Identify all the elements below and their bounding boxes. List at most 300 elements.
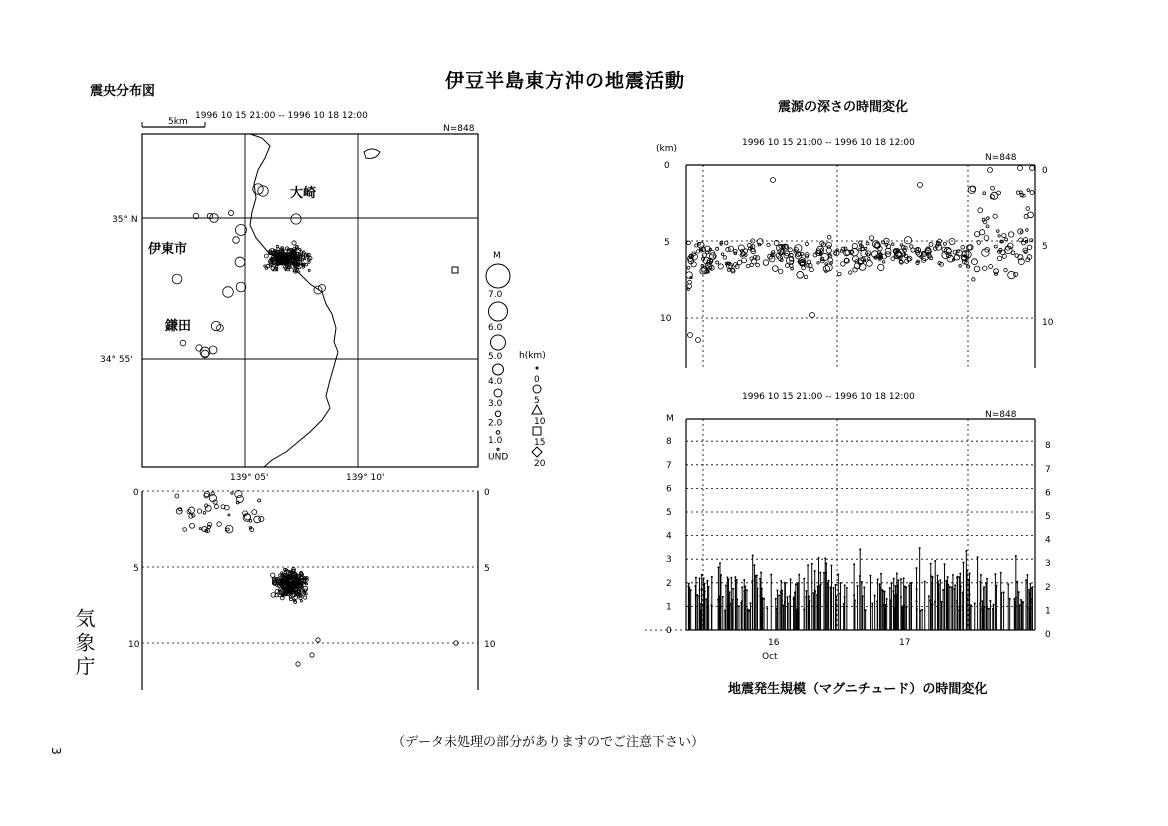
depth-point <box>1026 229 1029 232</box>
depth-point <box>701 264 704 267</box>
epicenter-point <box>228 210 233 215</box>
magnitude-stem-tip <box>1018 591 1020 593</box>
depth-point <box>994 245 997 248</box>
magnitude-stem-tip <box>1021 601 1023 603</box>
depth-point <box>949 238 955 244</box>
magnitude-stem-tip <box>893 578 895 580</box>
depth-point <box>696 338 701 343</box>
depth-point <box>695 244 698 247</box>
depth-point <box>1018 166 1023 171</box>
magnitude-stem-tip <box>894 585 896 587</box>
cross-section-point <box>231 492 233 494</box>
depth-point <box>997 256 1002 261</box>
magnitude-stem-tip <box>905 586 907 588</box>
magnitude-stem-tip <box>877 578 879 580</box>
magnitude-stem-tip <box>947 576 949 578</box>
depth-point <box>718 264 723 269</box>
depth-legend-title: h(km) <box>519 351 546 361</box>
magnitude-stem-tip <box>704 590 706 592</box>
cs-tick-left-10: 10 <box>128 640 140 650</box>
lat-label-35n: 35° N <box>112 215 138 225</box>
magnitude-stem-tip <box>1015 555 1017 557</box>
mag-tick-right: 1 <box>1045 606 1051 617</box>
epicenter-point <box>314 286 322 294</box>
depth-legend-triangle <box>532 405 542 414</box>
epicenter-point <box>172 274 182 284</box>
depth-legend-dot <box>536 367 539 370</box>
depth-point <box>978 208 983 213</box>
depth-point <box>834 252 837 255</box>
depth-point <box>767 243 770 246</box>
magnitude-stem-tip <box>797 584 799 586</box>
epicenter-point <box>300 251 302 253</box>
magnitude-stem-tip <box>803 578 805 580</box>
magnitude-stem-tip <box>775 598 777 600</box>
mag-tick-right: 6 <box>1045 488 1051 499</box>
mag-tick-left: 0 <box>666 626 672 636</box>
magnitude-stem-tip <box>902 605 904 607</box>
magnitude-stem-tip <box>954 588 956 590</box>
magnitude-legend-label: UND <box>488 452 509 463</box>
cross-section-point <box>228 514 230 516</box>
depth-point <box>972 259 978 265</box>
cross-section-point <box>214 505 218 509</box>
magnitude-stem-tip <box>752 554 754 556</box>
magnitude-stem-tip <box>730 577 732 579</box>
magnitude-stem-tip <box>993 604 995 606</box>
depth-point <box>1008 232 1013 237</box>
magnitude-stem-tip <box>986 578 988 580</box>
depth-tick-right-5: 5 <box>1042 242 1048 252</box>
magnitude-stem-tip <box>983 586 985 588</box>
depth-point <box>825 263 827 265</box>
magnitude-stem-tip <box>983 588 985 590</box>
depth-point <box>747 243 751 247</box>
magnitude-stem-tip <box>896 572 898 574</box>
magnitude-stem-tip <box>934 601 936 603</box>
mag-tick-right: 5 <box>1045 512 1051 522</box>
magnitude-stem-tip <box>760 571 762 573</box>
magnitude-stem-tip <box>981 608 983 610</box>
magnitude-legend-circle <box>491 335 506 350</box>
mag-x-label-17: 17 <box>899 638 911 648</box>
depth-point <box>729 265 732 268</box>
coastline <box>250 134 338 467</box>
cross-section-point <box>176 508 182 514</box>
magnitude-stem-tip <box>708 586 710 588</box>
magnitude-stem-tip <box>741 600 743 602</box>
depth-point <box>687 241 691 245</box>
magnitude-stem-tip <box>900 578 902 580</box>
depth-point <box>866 260 872 266</box>
magnitude-stem-tip <box>778 594 780 596</box>
cross-section-point <box>235 490 242 497</box>
cross-section-point <box>188 507 194 513</box>
magnitude-stem-tip <box>994 573 996 575</box>
magnitude-stem-tip <box>1013 598 1015 600</box>
page-number: 3 <box>48 747 63 755</box>
magnitude-legend-circle <box>486 264 510 288</box>
magnitude-legend-title: M <box>493 251 501 261</box>
depth-point <box>810 313 815 318</box>
depth-point <box>982 249 990 257</box>
depth-legend-label: 10 <box>534 417 546 427</box>
depth-point <box>696 250 699 253</box>
depth-point <box>723 256 727 260</box>
cross-section-point <box>183 528 187 532</box>
depth-point <box>687 266 690 269</box>
magnitude-stem-tip <box>753 564 755 566</box>
epicenter-point <box>276 245 278 247</box>
magnitude-legend-circle <box>493 364 504 375</box>
magnitude-stem-tip <box>725 584 727 586</box>
depth-point <box>797 271 804 278</box>
depth-point <box>984 236 989 241</box>
depth-point <box>827 235 831 239</box>
depth-point <box>724 241 728 245</box>
depth-time-chart <box>656 138 1054 368</box>
footnote: （データ未処理の部分がありますのでご注意下さい） <box>392 735 705 750</box>
epicenter-point <box>196 345 202 351</box>
magnitude-stem-tip <box>988 608 990 610</box>
magnitude-stem-tip <box>958 606 960 608</box>
magnitude-stem-tip <box>814 591 816 593</box>
magnitude-stem-tip <box>884 591 886 593</box>
magnitude-stem-tip <box>947 607 949 609</box>
magnitude-stem-tip <box>735 580 737 582</box>
map-period: 1996 10 15 21:00 -- 1996 10 18 12:00 <box>195 111 368 121</box>
depth-point <box>916 248 919 251</box>
magnitude-legend-label: 3.0 <box>488 399 503 409</box>
magnitude-stem-tip <box>909 582 911 584</box>
depth-point <box>869 236 873 240</box>
depth-point <box>861 250 868 257</box>
depth-point <box>808 264 812 268</box>
magnitude-stem-tip <box>729 591 731 593</box>
depth-point <box>929 242 933 246</box>
depth-point <box>1027 245 1032 250</box>
magnitude-stem-tip <box>859 575 861 577</box>
depth-point <box>751 259 756 264</box>
depth-point <box>791 267 794 270</box>
magnitude-stem-tip <box>916 608 918 610</box>
place-label-osaki: 大崎 <box>290 186 317 201</box>
depth-point <box>882 261 884 263</box>
depth-count: N=848 <box>985 153 1017 163</box>
magnitude-stem-tip <box>1025 579 1027 581</box>
cross-section-point <box>190 523 195 528</box>
depth-point <box>763 260 769 266</box>
magnitude-stem-tip <box>814 570 816 572</box>
magnitude-stem-tip <box>966 569 968 571</box>
depth-point <box>802 266 806 270</box>
depth-point <box>841 262 845 266</box>
depth-point <box>1027 189 1030 192</box>
depth-point <box>959 265 962 268</box>
mag-tick-left: 1 <box>666 602 672 613</box>
magnitude-stem-tip <box>889 587 891 589</box>
map-frame <box>142 134 478 467</box>
cs-tick-right-0: 0 <box>484 488 490 498</box>
cross-section-point <box>203 511 206 514</box>
epicenter-point <box>308 269 310 271</box>
epicenter-point-outlier <box>452 267 458 273</box>
depth-point <box>891 243 894 246</box>
magnitude-stem-tip <box>869 575 871 577</box>
magnitude-stem-tip <box>986 607 988 609</box>
magnitude-stem-tip <box>730 602 732 604</box>
cs-tick-left-0: 0 <box>133 488 139 498</box>
magnitude-stem-tip <box>726 576 728 578</box>
depth-tick-left-5: 5 <box>664 238 670 248</box>
depth-point <box>943 242 946 245</box>
magnitude-stem-tip <box>820 584 822 586</box>
magnitude-stem-tip <box>951 586 953 588</box>
magnitude-stem-tip <box>703 577 705 579</box>
magnitude-stem-tip <box>871 602 873 604</box>
magnitude-stem-tip <box>704 583 706 585</box>
depth-point <box>772 266 778 272</box>
cross-section-point <box>252 510 257 515</box>
depth-time-heading: 震源の深さの時間変化 <box>778 100 909 115</box>
magnitude-stem-tip <box>843 596 845 598</box>
depth-point <box>756 256 760 260</box>
lon-label-139-10: 139° 10' <box>346 473 385 483</box>
depth-tick-left-0: 0 <box>664 161 670 171</box>
depth-tick-right-10: 10 <box>1042 318 1054 328</box>
depth-point <box>878 264 884 270</box>
magnitude-legend-circle <box>496 431 500 435</box>
magnitude-stem-tip <box>941 601 943 603</box>
magnitude-stem-tip <box>741 586 743 588</box>
depth-legend-diamond <box>532 447 542 457</box>
magnitude-stem-tip <box>748 610 750 612</box>
depth-point <box>688 333 693 338</box>
epicenter-point <box>291 214 301 224</box>
depth-point <box>986 225 989 228</box>
cross-section-point <box>310 653 314 657</box>
magnitude-stem-tip <box>890 582 892 584</box>
magnitude-stem-tip <box>959 573 961 575</box>
magnitude-stem-tip <box>992 608 994 610</box>
magnitude-stem-tip <box>794 591 796 593</box>
magnitude-stem-tip <box>787 596 789 598</box>
depth-point <box>983 192 986 195</box>
depth-ylabel: (km) <box>656 144 678 154</box>
depth-point <box>721 253 724 256</box>
magnitude-stem-tip <box>966 597 968 599</box>
magnitude-stem-tip <box>952 574 954 576</box>
depth-point <box>988 168 993 173</box>
magnitude-stem-tip <box>719 562 721 564</box>
epicenter-point <box>269 265 271 267</box>
mag-tick-right: 0 <box>1045 630 1051 640</box>
cross-section-point <box>275 590 279 594</box>
depth-point <box>975 231 980 236</box>
magnitude-stem-tip <box>956 602 958 604</box>
depth-point <box>968 186 975 193</box>
magnitude-stem-tip <box>706 580 708 582</box>
depth-point <box>996 230 999 233</box>
magnitude-stem-tip <box>916 567 918 569</box>
mag-tick-right: 4 <box>1045 535 1051 546</box>
magnitude-time-chart <box>645 392 1051 662</box>
cs-tick-right-5: 5 <box>484 564 490 574</box>
depth-point <box>805 242 808 245</box>
depth-point <box>826 248 831 253</box>
depth-point <box>866 242 869 245</box>
epicenter-points <box>172 184 458 358</box>
mag-count: N=848 <box>985 410 1017 420</box>
scale-label: 5km <box>168 117 188 127</box>
magnitude-stem-tip <box>974 603 976 605</box>
magnitude-stem-tip <box>954 584 956 586</box>
magnitude-stem-tip <box>807 564 809 566</box>
depth-point <box>771 178 776 183</box>
epicenter-map <box>100 111 478 483</box>
magnitude-stem-tip <box>937 575 939 577</box>
magnitude-stem-tip <box>1015 597 1017 599</box>
depth-point <box>852 256 858 262</box>
depth-point <box>716 247 719 250</box>
depth-point <box>849 271 852 274</box>
magnitude-stem-tip <box>989 600 991 602</box>
depth-point <box>1000 250 1005 255</box>
cross-section-point <box>189 514 193 518</box>
magnitude-stem-tip <box>857 585 859 587</box>
cross-section-point <box>259 517 264 522</box>
magnitude-legend-circle <box>497 448 499 450</box>
epicenter-point <box>233 237 240 244</box>
magnitude-stem-tip <box>979 581 981 583</box>
magnitude-stem-tip <box>688 583 690 585</box>
magnitude-time-caption: 地震発生規模（マグニチュード）の時間変化 <box>728 682 988 697</box>
magnitude-stem-tip <box>1026 574 1028 576</box>
magnitude-stem-tip <box>859 548 861 550</box>
epicenter-point <box>291 250 293 252</box>
mag-ylabel: M <box>666 414 674 424</box>
magnitude-stem-tip <box>977 556 979 558</box>
magnitude-stem-tip <box>947 584 949 586</box>
mag-tick-left: 6 <box>666 484 672 495</box>
agency-stamp: 気象庁 <box>72 608 96 680</box>
magnitude-stem-tip <box>766 607 768 609</box>
magnitude-stem-tip <box>944 563 946 565</box>
depth-point <box>825 270 827 272</box>
magnitude-stem-tip <box>966 578 968 580</box>
magnitude-stem-tip <box>876 600 878 602</box>
cs-tick-left-5: 5 <box>133 564 139 574</box>
mag-period: 1996 10 15 21:00 -- 1996 10 18 12:00 <box>742 392 915 402</box>
magnitude-stem-tip <box>863 586 865 588</box>
magnitude-stem-tip <box>702 604 704 606</box>
magnitude-stem-tip <box>825 562 827 564</box>
depth-point <box>1005 238 1008 241</box>
cross-section-point <box>217 522 222 527</box>
depth-point <box>1028 212 1034 218</box>
depth-point <box>1004 268 1008 272</box>
depth-legend-label: 15 <box>534 438 546 448</box>
depth-tick-right-0: 0 <box>1042 166 1048 176</box>
mag-month-label: Oct <box>762 652 778 662</box>
magnitude-stem-tip <box>938 583 940 585</box>
magnitude-stem-tip <box>811 563 813 565</box>
magnitude-stem-tip <box>1003 591 1005 593</box>
magnitude-stem-tip <box>734 576 736 578</box>
depth-point <box>983 266 987 270</box>
magnitude-stem-tip <box>880 573 882 575</box>
depth-point <box>868 257 871 260</box>
magnitude-stem-tip <box>833 587 835 589</box>
magnitude-stem-tip <box>844 584 846 586</box>
magnitude-stem-tip <box>853 563 855 565</box>
magnitude-stem-tip <box>803 609 805 611</box>
cross-section-point <box>197 509 201 513</box>
depth-point <box>918 183 923 188</box>
mag-tick-right: 7 <box>1045 464 1051 475</box>
magnitude-stem-tip <box>705 598 707 600</box>
magnitude-legend-circle <box>494 389 502 397</box>
magnitude-stem-tip <box>837 573 839 575</box>
depth-point <box>1019 238 1023 242</box>
cross-section-point <box>175 494 179 498</box>
magnitude-stem-tip <box>934 560 936 562</box>
depth-point <box>826 242 832 248</box>
depth-legend-circle <box>533 385 541 393</box>
depth-point <box>991 186 995 190</box>
magnitude-legend-label: 6.0 <box>488 323 503 333</box>
magnitude-stem-tip <box>738 605 740 607</box>
mag-tick-left: 5 <box>666 508 672 518</box>
magnitude-stem-tip <box>781 593 783 595</box>
magnitude-stem-tip <box>905 606 907 608</box>
depth-point <box>961 246 965 250</box>
magnitude-stem-tip <box>1009 598 1011 600</box>
magnitude-stem-tip <box>756 575 758 577</box>
depth-point <box>885 244 888 247</box>
magnitude-stem-tip <box>690 589 692 591</box>
magnitude-stem-tip <box>930 575 932 577</box>
depth-point <box>974 266 980 272</box>
magnitude-stem-tip <box>728 578 730 580</box>
magnitude-stem-tip <box>781 599 783 601</box>
mag-tick-left: 7 <box>666 460 672 471</box>
magnitude-stem-tip <box>840 582 842 584</box>
magnitude-stem-tip <box>1029 583 1031 585</box>
magnitude-stem-tip <box>759 578 761 580</box>
magnitude-stem-tip <box>824 557 826 559</box>
magnitude-stem-tip <box>969 593 971 595</box>
depth-point <box>891 257 895 261</box>
magnitude-stem-tip <box>886 598 888 600</box>
magnitude-stem-tip <box>743 579 745 581</box>
magnitude-stem-tip <box>969 572 971 574</box>
magnitude-stem-tip <box>930 563 932 565</box>
magnitude-stem-tip <box>928 595 930 597</box>
magnitude-stem-tip <box>835 584 837 586</box>
mag-tick-left: 4 <box>666 531 672 542</box>
magnitude-stem-tip <box>1030 587 1032 589</box>
epicenter-point <box>235 257 245 267</box>
depth-point <box>1026 207 1030 211</box>
magnitude-stem-tip <box>937 580 939 582</box>
depth-point <box>1030 191 1034 195</box>
magnitude-stem-tip <box>980 574 982 576</box>
magnitude-stem-tip <box>749 602 751 604</box>
depth-point <box>851 248 859 256</box>
magnitude-stem-tip <box>747 608 749 610</box>
magnitude-stem-tip <box>854 599 856 601</box>
